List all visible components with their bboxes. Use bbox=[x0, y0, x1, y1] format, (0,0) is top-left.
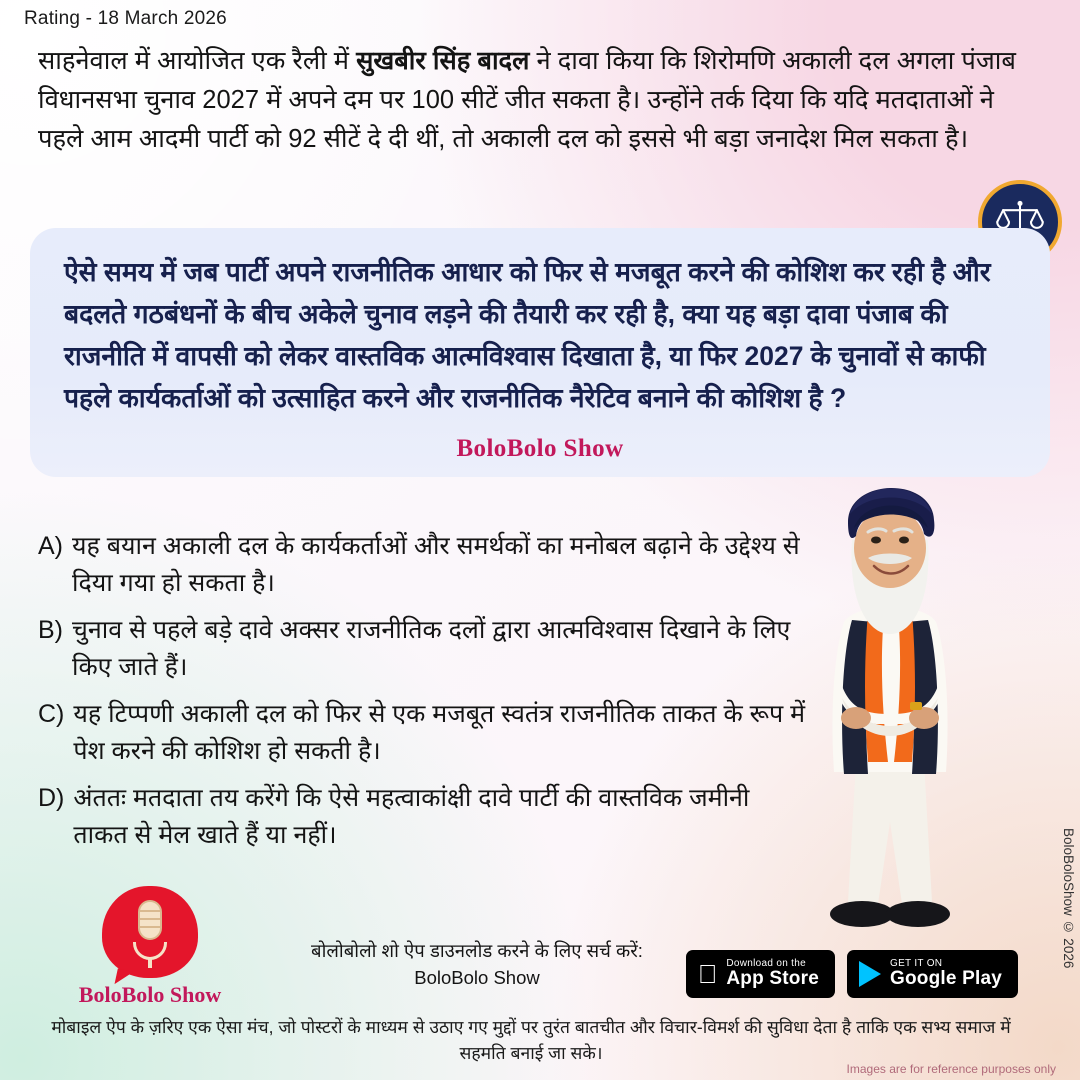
option-c[interactable] bbox=[38, 696, 808, 770]
footer-description: मोबाइल ऐप के ज़रिए एक ऐसा मंच, जो पोस्टरों के माध्यम से उठाए गए मुद्दों पर तुरंत बातचीत और विचार-विमर्श की सुविधा देता है ताकि एक सभ्य समाज में सहमति बनाई जा सके। bbox=[51, 1016, 1011, 1063]
store-badges bbox=[686, 950, 1018, 998]
option-a[interactable] bbox=[38, 528, 808, 602]
intro-paragraph bbox=[38, 42, 1046, 158]
politician-illustration bbox=[764, 462, 1014, 982]
apple-icon bbox=[698, 961, 718, 987]
google-play-icon bbox=[859, 961, 881, 987]
option-a-label: A) bbox=[38, 532, 63, 560]
google-play-big-label: Google Play bbox=[889, 968, 1002, 990]
options-list bbox=[38, 528, 808, 864]
download-line-1: बोलोबोलो शो ऐप डाउनलोड करने के लिए सर्च करें: bbox=[311, 940, 643, 962]
rating-date-label: Rating - 18 March 2026 bbox=[24, 8, 227, 29]
app-store-button[interactable] bbox=[686, 950, 835, 998]
footer-brand-logo bbox=[62, 886, 238, 1008]
google-play-button[interactable] bbox=[847, 950, 1018, 998]
intro-text-part1: साहनेवाल में आयोजित एक रैली में bbox=[38, 47, 357, 75]
question-text: ऐसे समय में जब पार्टी अपने राजनीतिक आधार को फिर से मजबूत करने की कोशिश कर रही है और बदलते गठबंधनों के बीच अकेले चुनाव लड़ने की तैयारी कर रही है, क्या यह बड़ा दावा पंजाब की राजनीति में वापसी को लेकर वास्तविक आत्मविश्वास दिखाता है, या फिर 2027 के चुनावों से काफी पहले कार्यकर्ताओं को उत्साहित करने और राजनीतिक नैरेटिव बनाने की कोशिश है ? bbox=[64, 257, 991, 413]
reference-note: Images are for reference purposes only bbox=[846, 1062, 1056, 1076]
copyright-label: BoloBoloShow © 2026 bbox=[1061, 827, 1076, 968]
intro-text-part2: ने दावा किया कि शिरोमणि अकाली दल अगला पंजाब विधानसभा चुनाव 2027 में अपने दम पर 100 सीटें जीत सकता है। उन्होंने तर्क दिया कि यदि मतदाताओं ने पहले आम आदमी पार्टी को 92 सीटें दे दी थीं, तो अकाली दल को इससे भी बड़ा जनादेश मिल सकता है। bbox=[38, 47, 1016, 153]
option-b-text: चुनाव से पहले बड़े दावे अक्सर राजनीतिक दलों द्वारा आत्मविश्वास दिखाने के लिए किए जाते हैं। bbox=[72, 616, 791, 681]
footer-brand-name: BoloBolo Show bbox=[78, 982, 222, 1007]
option-d-text: अंततः मतदाता तय करेंगे कि ऐसे महत्वाकांक्षी दावे पार्टी की वास्तविक जमीनी ताकत से मेल खाते हैं या नहीं। bbox=[73, 784, 750, 849]
app-store-small-label: Download on the bbox=[726, 958, 806, 970]
download-line-2: BoloBolo Show bbox=[414, 967, 540, 989]
google-play-small-label: GET IT ON bbox=[889, 958, 943, 970]
option-c-text: यह टिप्पणी अकाली दल को फिर से एक मजबूत स्वतंत्र राजनीतिक ताकत के रूप में पेश करने की कोशिश हो सकती है। bbox=[73, 700, 806, 765]
option-a-text: यह बयान अकाली दल के कार्यकर्ताओं और समर्थकों का मनोबल बढ़ाने के उद्देश्य से दिया गया हो सकता है। bbox=[72, 532, 800, 597]
app-download-instruction bbox=[282, 938, 672, 992]
microphone-icon bbox=[102, 886, 198, 978]
app-store-big-label: App Store bbox=[726, 968, 819, 990]
question-card bbox=[30, 228, 1050, 477]
option-c-label: C) bbox=[38, 700, 65, 728]
brand-watermark: BoloBolo Show bbox=[456, 435, 624, 463]
option-d-label: D) bbox=[38, 784, 65, 812]
option-b[interactable] bbox=[38, 612, 808, 686]
intro-highlight-name: सुखबीर सिंह बादल bbox=[356, 47, 530, 75]
option-b-label: B) bbox=[38, 616, 63, 644]
option-d[interactable] bbox=[38, 780, 808, 854]
